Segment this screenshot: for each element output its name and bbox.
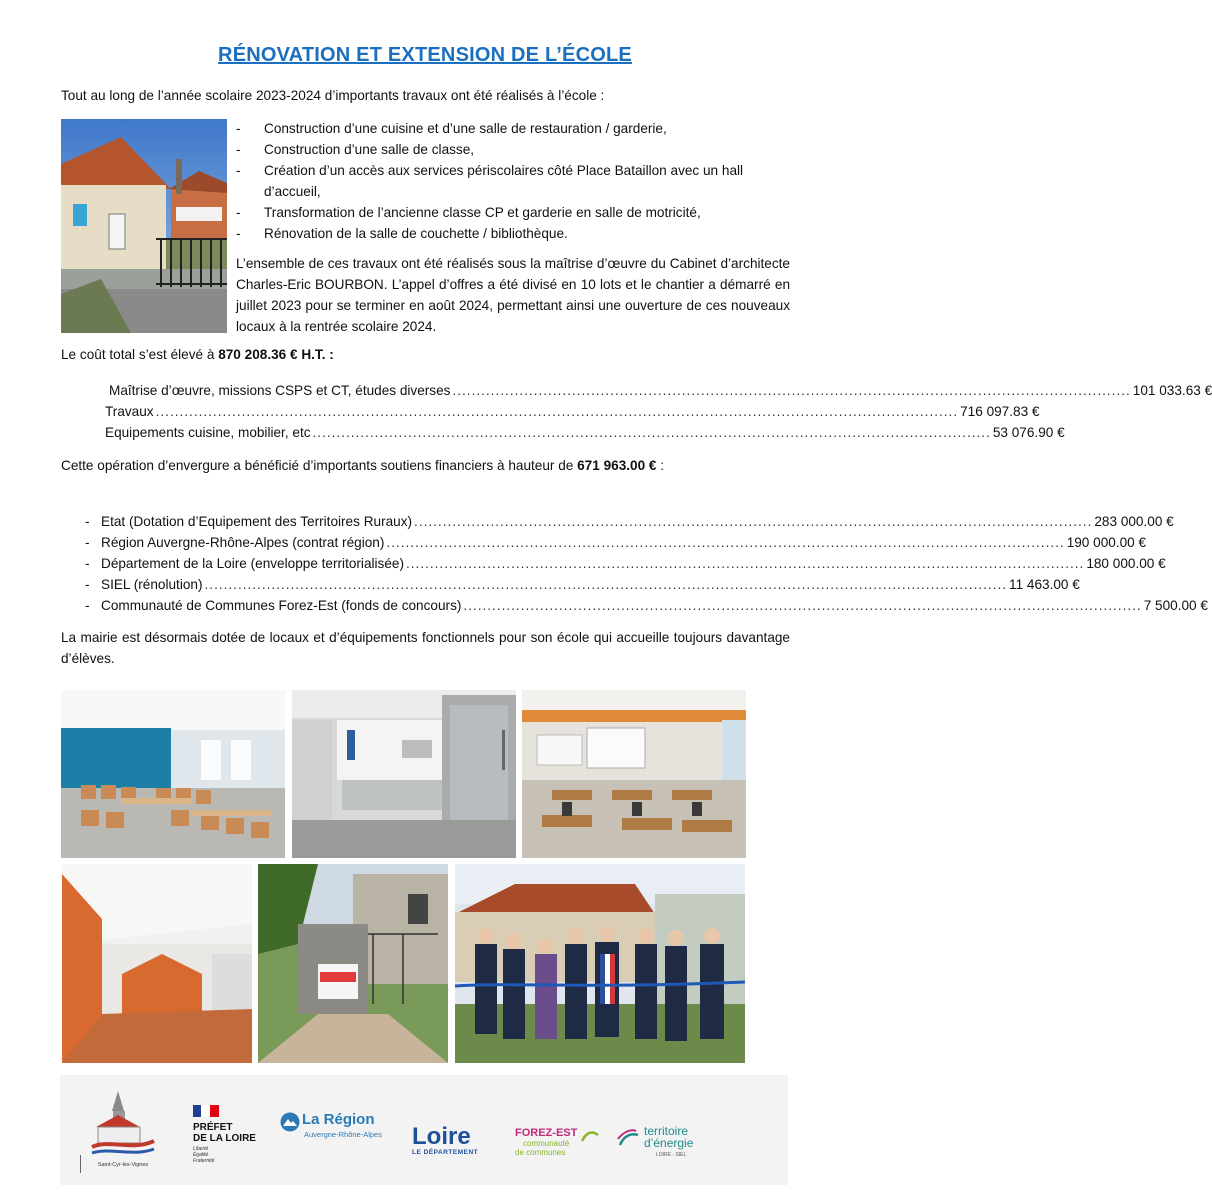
funding-breakdown	[85, 511, 1208, 616]
commune-name: Saint-Cyr-les-Vignes	[97, 1162, 149, 1168]
funding-row: - Région Auvergne-Rhône-Alpes (contrat région) .............................................................................................................................................. 190 000.00 €	[85, 532, 781, 553]
page-title: RÉNOVATION ET EXTENSION DE L’ÉCOLE	[218, 44, 632, 66]
list-item: - Transformation de l’ancienne classe CP et garderie en salle de motricité,	[236, 202, 784, 223]
forez-name: FOREZ-EST	[515, 1127, 578, 1139]
prefet-motto-egalite: Égalité	[193, 1152, 209, 1158]
closing-paragraph: La mairie est désormais dotée de locaux et d’équipements fonctionnels pour son école qui accueille toujours davantage d’élèves.	[61, 630, 790, 666]
commune-logo	[88, 1089, 158, 1174]
list-item: - Construction d’une cuisine et d’une salle de restauration / garderie,	[236, 118, 784, 139]
list-item: - Rénovation de la salle de couchette / bibliothèque.	[236, 223, 784, 244]
kitchen-photo	[292, 690, 516, 858]
forez-sub2: de communes	[515, 1148, 566, 1157]
loire-name: Loire	[412, 1123, 471, 1150]
list-item: - Création d’un accès aux services périscolaires côté Place Bataillon avec un hall d’accueil,	[236, 160, 790, 202]
region-sub: Auvergne-Rhône-Alpes	[304, 1130, 382, 1139]
total-cost-line: Le coût total s’est élevé à 870 208.36 € H.T. :	[61, 347, 334, 362]
region-name: La Région	[302, 1111, 375, 1128]
church-icon	[88, 1089, 158, 1159]
funding-line: Cette opération d’envergure a bénéficié d’importants soutiens financiers à hauteur de 671 963.00 € :	[61, 458, 665, 473]
te-sub: LOIRE · SIEL	[656, 1152, 687, 1158]
region-logo	[280, 1111, 400, 1151]
canteen-photo	[61, 690, 285, 858]
school-exterior-photo	[61, 119, 227, 333]
marianne-flag-icon	[193, 1105, 219, 1117]
prefet-line2: DE LA LOIRE	[193, 1133, 256, 1144]
loire-sub: LE DÉPARTEMENT	[412, 1149, 479, 1156]
entrance-access-photo	[258, 864, 448, 1063]
forez-sub1: communauté	[523, 1139, 570, 1148]
cost-row: Equipements cuisine, mobilier, etc .............................................................................................................................................. 53 076.90 €	[105, 425, 1065, 440]
funding-row: - Etat (Dotation d’Equipement des Territoires Ruraux) .............................................................................................................................................. 283 000.00 €	[85, 511, 781, 532]
works-list	[236, 118, 790, 244]
region-mountain-icon	[280, 1112, 300, 1132]
prefet-line1: PRÉFET	[193, 1122, 233, 1133]
cost-breakdown	[105, 380, 1212, 443]
funding-row: - SIEL (rénolution) ........................................................................................................................................................................ 11 463.00 €	[85, 574, 781, 595]
te-line2: d’énergie	[644, 1136, 694, 1150]
cost-row: Travaux ........................................................................................................................................................................ 716 097.83 €	[105, 404, 1040, 419]
funding-row: - Communauté de Communes Forez-Est (fonds de concours) .............................................................................................................................................. 7 500.00 €	[85, 595, 781, 616]
architect-paragraph: L’ensemble de ces travaux ont été réalisés sous la maîtrise d’œuvre du Cabinet d’architecte Charles-Eric BOURBON. L’appel d’offres a été divisé en 10 lots et le chantier a démarré en juillet 2023 pour se terminer en août 2024, permettant ainsi une ouverture de ces nouveaux locaux à la rentrée scolaire 2024.	[236, 256, 790, 334]
funding-amount: 671 963.00 €	[577, 458, 657, 473]
loire-logo	[412, 1125, 492, 1165]
total-cost-amount: 870 208.36 € H.T. :	[218, 347, 334, 362]
te-line1: territoire	[644, 1124, 689, 1138]
energy-swirl-icon	[616, 1127, 640, 1151]
intro-text: Tout au long de l’année scolaire 2023-2024 d’importants travaux ont été réalisés à l’école :	[61, 88, 605, 103]
forez-swoosh-icon	[581, 1129, 599, 1143]
partner-logos	[60, 1075, 788, 1185]
divider	[80, 1155, 81, 1173]
territoire-energie-logo	[616, 1125, 716, 1167]
prefet-motto-fraternite: Fraternité	[193, 1158, 215, 1164]
classroom-photo	[522, 690, 746, 858]
motricity-room-photo	[62, 864, 252, 1063]
list-item: - Construction d’une salle de classe,	[236, 139, 784, 160]
inauguration-ribbon-photo	[455, 864, 745, 1063]
cost-row: Maîtrise d’œuvre, missions CSPS et CT, études diverses .............................................................................................................................................. 101 033.63 €	[109, 383, 1212, 398]
prefet-logo	[193, 1105, 283, 1175]
prefet-motto-liberte: Liberté	[193, 1146, 209, 1152]
funding-row: - Département de la Loire (enveloppe territorialisée) .............................................................................................................................................. 180 000.00 €	[85, 553, 781, 574]
forez-est-logo	[515, 1127, 600, 1167]
